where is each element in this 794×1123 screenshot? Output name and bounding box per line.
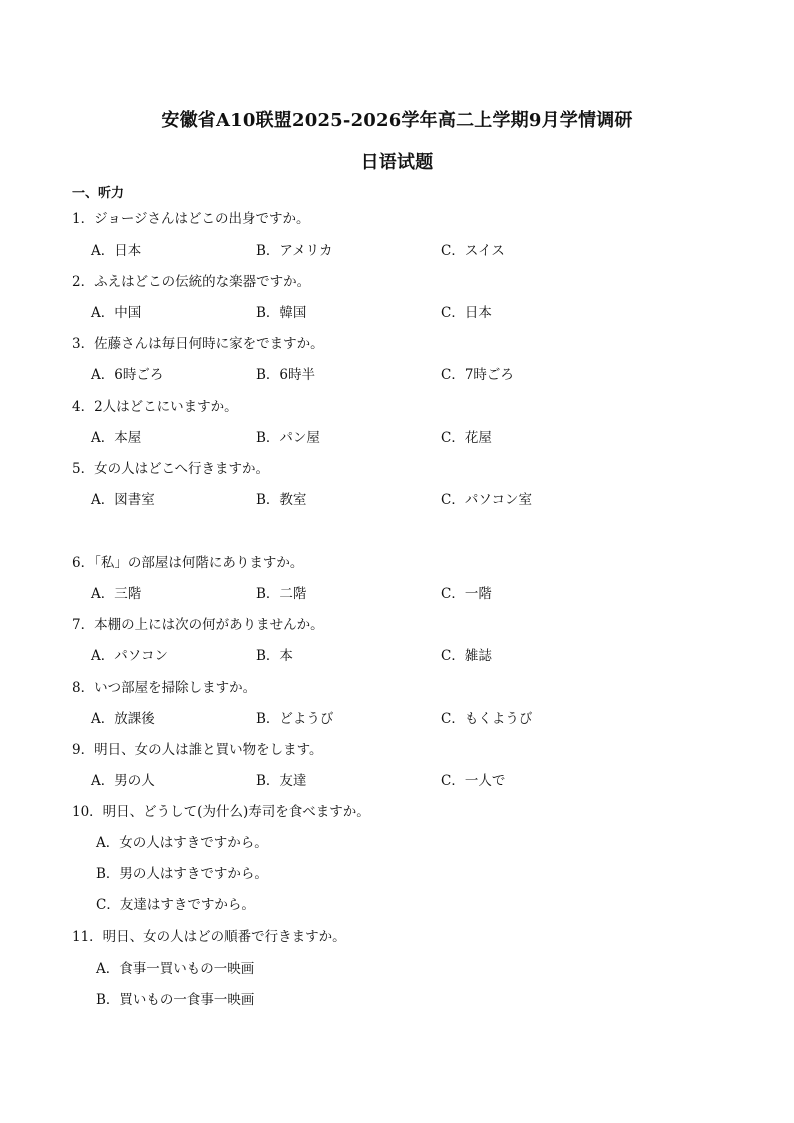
q7-option-b: B．本	[256, 648, 293, 664]
q2-option-c: C．日本	[441, 305, 492, 321]
question-5: 5．女の人はどこへ行きますか。	[72, 461, 270, 477]
q8-option-c: C．もくようび	[441, 711, 533, 727]
q8-option-a: A．放課後	[91, 711, 155, 727]
q10-option-c: C．友達はすきですから。	[96, 897, 255, 913]
question-10: 10．明日、どうして(为什么)寿司を食べますか。	[72, 804, 370, 820]
q5-option-a: A．図書室	[91, 492, 155, 508]
q3-option-c: C．7時ごろ	[441, 367, 514, 383]
q4-option-a: A．本屋	[91, 430, 142, 446]
q7-option-a: A．パソコン	[91, 648, 168, 664]
q1-option-b: B．アメリカ	[256, 243, 333, 259]
q4-option-c: C．花屋	[441, 430, 492, 446]
q5-option-b: B．教室	[256, 492, 307, 508]
q8-option-b: B．どようび	[256, 711, 334, 727]
question-1: 1．ジョージさんはどこの出身ですか。	[72, 211, 310, 227]
question-8: 8．いつ部屋を掃除しますか。	[72, 680, 257, 696]
q9-option-c: C．一人で	[441, 773, 506, 789]
q11-option-a: A．食事一買いもの一映画	[96, 961, 255, 977]
q11-option-b: B．買いもの一食事一映画	[96, 992, 255, 1008]
q7-option-c: C．雑誌	[441, 648, 492, 664]
q6-option-c: C．一階	[441, 586, 492, 602]
q10-option-a: A．女の人はすきですから。	[96, 835, 268, 851]
q6-option-a: A．三階	[91, 586, 142, 602]
q9-option-b: B．友達	[256, 773, 307, 789]
page-title: 安徽省A10联盟2025-2026学年高二上学期9月学情调研	[161, 110, 633, 131]
q4-option-b: B．パン屋	[256, 430, 320, 446]
q1-option-a: A．日本	[91, 243, 142, 259]
q1-option-c: C．スイス	[441, 243, 505, 259]
question-3: 3．佐藤さんは毎日何時に家をでますか。	[72, 336, 324, 352]
question-7: 7．本棚の上には次の何がありませんか。	[72, 617, 324, 633]
q9-option-a: A．男の人	[91, 773, 155, 789]
q5-option-c: C．パソコン室	[441, 492, 533, 508]
section-heading: 一、听力	[72, 186, 125, 201]
question-6: 6．「私」の部屋は何階にありますか。	[72, 555, 304, 571]
page-subtitle: 日语试题	[360, 152, 434, 173]
q2-option-a: A．中国	[91, 305, 142, 321]
q3-option-b: B．6時半	[256, 367, 316, 383]
q6-option-b: B．二階	[256, 586, 307, 602]
q10-option-b: B．男の人はすきですから。	[96, 866, 268, 882]
question-2: 2．ふえはどこの伝統的な楽器ですか。	[72, 274, 311, 290]
question-11: 11．明日、女の人はどの順番で行きますか。	[72, 929, 346, 945]
q2-option-b: B．韓国	[256, 305, 307, 321]
q3-option-a: A．6時ごろ	[91, 367, 164, 383]
question-9: 9．明日、女の人は誰と買い物をします。	[72, 742, 323, 758]
question-4: 4．2人はどこにいますか。	[72, 399, 238, 415]
